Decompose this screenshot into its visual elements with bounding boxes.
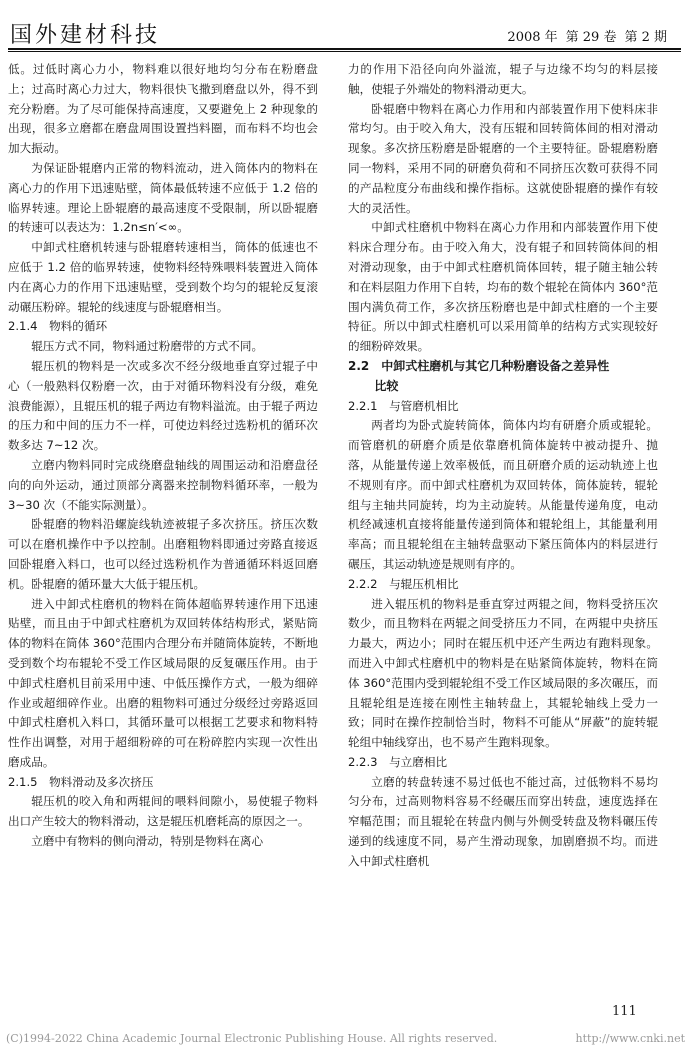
body-paragraph: 中卸式柱磨机中物料在离心力作用和内部装置作用下使料床合理分布。由于咬入角大，没有辊子和回转筒体间的相对滑动现象，由于中卸式柱磨机筒体回转，辊子随主轴公转和在料层阻力作用下自转，均布的数个辊轮在筒体内 360°范围内满负荷工作，多次挤压粉磨也是中卸式柱磨的一个主要特征。所以中卸式柱磨机可以采用简单的结构方式实现较好的细粉碎效果。 — [348, 220, 658, 354]
section-heading-continuation: 比较 — [374, 378, 399, 393]
header-rule-thick — [8, 48, 681, 50]
body-paragraph: 立磨内物料同时完成绕磨盘轴线的周围运动和沿磨盘径向的向外运动，通过顶部分离器来控制物料循环率，一般为 3~30 次（不能实际测量）。 — [8, 457, 318, 512]
body-paragraph: 卧辊磨中物料在离心力作用和内部装置作用下使料床非常均匀。由于咬入角大，没有压辊和回转筒体间的相对滑动现象。多次挤压粉磨是卧辊磨的一个主要特征。卧辊磨粉磨同一物料，采用不同的研磨负荷和不同挤压次数可获得不同的产品粒度分布曲线和操作指标。这就使卧辊磨的操作有较大的灵活性。 — [348, 101, 658, 215]
footer-site-link[interactable]: http://www.cnki.net — [575, 1032, 685, 1045]
body-paragraph: 辊压机的咬入角和两辊间的喂料间隙小，易使辊子物料出口产生较大的物料滑动，这是辊压机磨耗高的原因之一。 — [8, 794, 318, 829]
right-column — [348, 60, 658, 872]
body-paragraph: 力的作用下沿径向向外溢流，辊子与边缘不均匀的料层接触，使辊子外端处的物料滑动更大。 — [348, 62, 658, 96]
body-paragraph: 辊压机的物料是一次或多次不经分级地垂直穿过辊子中心（一般熟料仅粉磨一次，由于对循环物料没有分级，难免浪费能源），且辊压机的辊子两边有物料溢流。由于辊子两边的压力和中间的压力不一样，可使边料经过选粉机的循环次数多达 7~12 次。 — [8, 358, 318, 453]
body-paragraph: 进入辊压机的物料是垂直穿过两辊之间，物料受挤压次数少，而且物料在两辊之间受挤压力不同，在两辊中央挤压力最大，两边小；同时在辊压机中还产生两边有跑料现象。而进入中卸式柱磨机中的物料是在贴紧筒体旋转，物料在筒体 360°范围内受到辊轮组不受工作区域局限的多次碾压，而且辊轮组是连接在刚性主轴转盘上，其辊轮轴线上受力一致；同时在操作控制恰当时，物料不可能从“屏蔽”的旋转辊轮组中轴线穿出，也不易产生跑料现象。 — [348, 596, 658, 750]
issue-info — [499, 26, 667, 45]
page-footer — [0, 1030, 689, 1050]
body-paragraph: 两者均为卧式旋转筒体，筒体内均有研磨介质或辊轮。而管磨机的研磨介质是依靠磨机筒体旋转中被动提升、抛落，从能量传递上效率极低，而且研磨介质的运动轨迹上也不规则有序。而中卸式柱磨机为双回转体，筒体旋转，辊轮组与主轴共同旋转，均为主动旋转。从能量传递角度，电动机经减速机直接将能量传递到筒体和辊轮组上，其能量利用率高；而且辊轮组在主轴转盘驱动下紧压筒体内的料层进行碾压，其运动轨迹是规则有序的。 — [348, 418, 658, 571]
journal-title: 国外建材科技 — [10, 23, 161, 48]
body-paragraph: 进入中卸式柱磨机的物料在筒体超临界转速作用下迅速贴壁，而且由于中卸式柱磨机为双回转体结构形式，紧贴筒体的物料在筒体 360°范围内合理分布并随筒体旋转，不断地受到数个均布辊轮不受工作区域局限的反复碾压作用。由于中卸式柱磨机目前采用中速、中低压操作方式，一般为细碎作业或超细碎作业。出磨的粗物料可通过分级经过旁路返回中卸式柱磨机入料口，其循环量可以根据工艺要求和物料特性作出调整，对用于超细粉碎的可在粉碎腔内实现一次性出磨成品。 — [8, 596, 318, 769]
section-heading-line: 2.2 中卸式柱磨机与其它几种粉磨设备之差异性 — [348, 358, 610, 373]
header-rule-thin — [8, 51, 681, 52]
body-paragraph: 低。过低时离心力小，物料难以很好地均匀分布在粉磨盘上；过高时离心力过大，物料很快飞撒到磨盘以外，得不到充分粉磨。为了尽可能保持高速度，又要避免上 2 种现象的出现，很多立磨都在磨盘周围设置挡料圈，而布料不均也会加大振动。 — [8, 62, 318, 156]
issue-number: 第 2 期 — [624, 30, 667, 45]
subsection-heading: 2.2.1 与管磨机相比 — [348, 398, 459, 413]
body-paragraph: 为保证卧辊磨内正常的物料流动，进入筒体内的物料在离心力的作用下迅速贴壁，筒体最低转速不应低于 1.2 倍的临界转速。理论上卧辊磨的最高速度不受限制，所以卧辊磨的转速可以表达为：1.2n≤n′<∞。 — [8, 160, 318, 235]
copyright-notice: (C)1994-2022 China Academic Journal Electronic Publishing House. All rights reserved. — [6, 1032, 498, 1045]
subsection-heading: 2.1.5 物料滑动及多次挤压 — [8, 774, 154, 789]
subsection-heading: 2.2.2 与辊压机相比 — [348, 576, 459, 591]
body-paragraph: 辊压方式不同，物料通过粉磨带的方式不同。 — [31, 339, 264, 354]
body-paragraph: 卧辊磨的物料沿螺旋线轨迹被辊子多次挤压。挤压次数可以在磨机操作中予以控制。出磨粗物料即通过旁路直接返回卧辊磨入料口，也可以经过选粉机作为普通循环料返回磨机。卧辊磨的循环量大大低于辊压机。 — [8, 517, 318, 591]
page-header — [0, 0, 689, 50]
subsection-heading: 2.2.3 与立磨相比 — [348, 754, 448, 769]
issue-year: 2008 年 — [507, 30, 558, 45]
subsection-heading: 2.1.4 物料的循环 — [8, 319, 108, 334]
section-heading — [348, 357, 658, 397]
body-paragraph: 中卸式柱磨机转速与卧辊磨转速相当，筒体的低速也不应低于 1.2 倍的临界转速，使物料经特殊喂料装置进入筒体内在离心力的作用下迅速贴壁，受到数个均匀的辊轮反复滚动碾压粉碎。辊轮的线速度与卧辊磨相当。 — [8, 240, 318, 314]
body-paragraph: 立磨中有物料的侧向滑动，特别是物料在离心 — [31, 834, 264, 849]
body-paragraph: 立磨的转盘转速不易过低也不能过高，过低物料不易均匀分布，过高则物料容易不经碾压而穿出转盘，速度选择在窄幅范围；而且辊轮在转盘内侧与外侧受转盘及物料碾压传递到的线速度不同，易产生滑动现象，加剧磨损不均。而进入中卸式柱磨机 — [348, 774, 658, 868]
page-number: 111 — [612, 1004, 637, 1019]
left-column — [8, 60, 318, 852]
issue-volume: 第 29 卷 — [565, 30, 617, 45]
